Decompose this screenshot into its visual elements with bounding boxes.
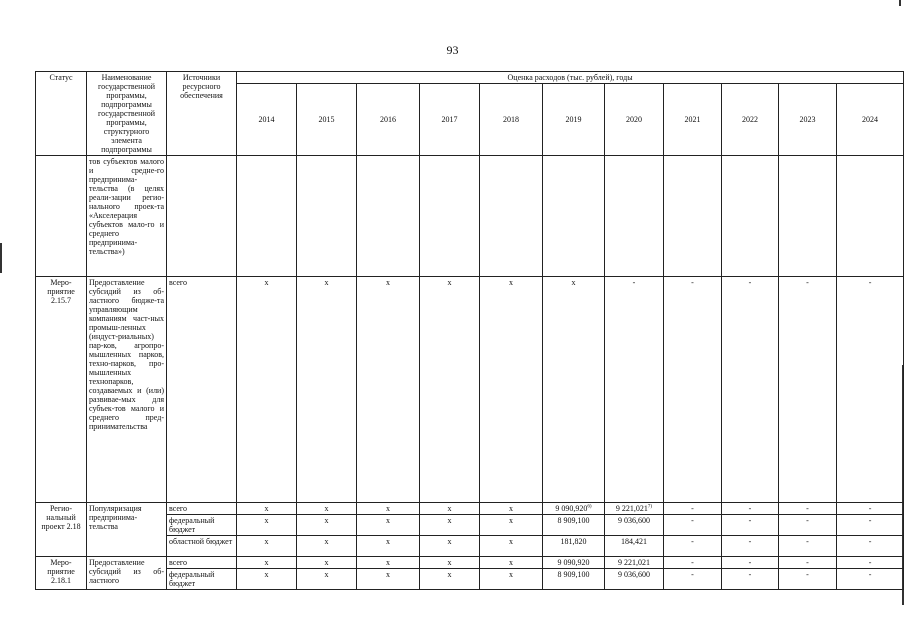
- value-text: 9 090,920: [555, 504, 588, 513]
- status-cell: Меро-приятие 2.15.7: [36, 277, 87, 503]
- value-cell: х: [357, 515, 420, 536]
- table-row: [36, 557, 904, 569]
- source-cell: областной бюджет: [167, 536, 237, 557]
- scan-edge-mark: [0, 243, 2, 273]
- year-header: 2015: [297, 84, 357, 156]
- table-row: [36, 277, 904, 503]
- name-cell: Предоставление субсидий из об-ластного: [87, 557, 167, 590]
- status-cell: Меро-приятие 2.18.1: [36, 557, 87, 590]
- value-cell: -: [605, 277, 664, 503]
- source-cell: всего: [167, 277, 237, 503]
- value-cell: -: [722, 569, 779, 590]
- value-cell: 9 090,920: [543, 557, 605, 569]
- value-cell: х: [237, 277, 297, 503]
- value-cell: -: [779, 536, 837, 557]
- value-cell: -: [837, 536, 904, 557]
- table-row: [36, 515, 904, 536]
- value-cell: х: [420, 515, 480, 536]
- value-cell: -: [722, 515, 779, 536]
- value-cell: 184,421: [605, 536, 664, 557]
- value-cell: х: [357, 277, 420, 503]
- value-cell: х: [420, 569, 480, 590]
- value-cell: х: [543, 277, 605, 503]
- value-cell: 9 036,600: [605, 515, 664, 536]
- value-cell: -: [837, 503, 904, 515]
- value-cell: х: [237, 515, 297, 536]
- year-header: 2020: [605, 84, 664, 156]
- value-cell: х: [237, 557, 297, 569]
- footnote-mark: 6): [587, 504, 592, 510]
- year-header: 2018: [480, 84, 543, 156]
- status-cell: [36, 156, 87, 277]
- footnote-mark: 7): [647, 504, 653, 510]
- value-cell: х: [297, 536, 357, 557]
- name-cell: Популяризация предпринима-тельства: [87, 503, 167, 557]
- value-cell: -: [779, 277, 837, 503]
- value-cell: х: [480, 557, 543, 569]
- header-sources: Источники ресурсного обеспечения: [167, 72, 237, 156]
- value-cell: 8 909,100: [543, 569, 605, 590]
- page-number: 93: [446, 43, 459, 57]
- source-cell: всего: [167, 503, 237, 515]
- value-cell: х: [420, 536, 480, 557]
- value-cell: -: [779, 503, 837, 515]
- value-cell: 9 221,021: [605, 557, 664, 569]
- budget-table: [35, 71, 904, 590]
- value-cell: х: [237, 569, 297, 590]
- value-cell: 8 909,100: [543, 515, 605, 536]
- scan-edge-mark: [899, 0, 901, 6]
- value-cell: -: [664, 277, 722, 503]
- year-header: 2021: [664, 84, 722, 156]
- table-row: [36, 156, 904, 277]
- value-cell: х: [420, 277, 480, 503]
- value-cell: -: [664, 569, 722, 590]
- source-cell: федеральный бюджет: [167, 515, 237, 536]
- source-cell: всего: [167, 557, 237, 569]
- year-header: 2016: [357, 84, 420, 156]
- name-cell: Предоставление субсидий из об-ластного бюдже-та управляющим компаниям част-ных промыш-ленных (индуст-риальных) пар-ков, агропро-мышленных парков, техно-парков, про-мышленных технопарков, создаваемых и (или) развивае-мых для субъек-тов малого и среднего пред-принимательства: [87, 277, 167, 503]
- value-cell: х: [357, 536, 420, 557]
- value-cell: -: [722, 277, 779, 503]
- value-cell: 9 036,600: [605, 569, 664, 590]
- value-cell: х: [237, 503, 297, 515]
- header-status: Статус: [36, 72, 87, 156]
- value-cell: -: [837, 569, 904, 590]
- name-cell: тов субъектов малого и средне-го предпринима-тельства (в целях реали-зации регио-нального проек-та «Акселерация субъектов мало-го и среднего предпринима-тельства»): [87, 156, 167, 277]
- source-cell: [167, 156, 237, 277]
- table-row: [36, 569, 904, 590]
- value-cell: -: [779, 569, 837, 590]
- header-name: Наименование государственной программы, подпрограммы государственной программы, структурного элемента подпрограммы: [87, 72, 167, 156]
- year-header: 2024: [837, 84, 904, 156]
- value-cell: -: [722, 503, 779, 515]
- value-cell: х: [480, 536, 543, 557]
- value-cell: -: [664, 503, 722, 515]
- value-cell: -: [722, 536, 779, 557]
- value-cell: х: [297, 503, 357, 515]
- value-cell: -: [664, 515, 722, 536]
- value-cell: [543, 503, 605, 515]
- value-cell: х: [420, 503, 480, 515]
- value-cell: х: [297, 515, 357, 536]
- year-header: 2023: [779, 84, 837, 156]
- value-cell: 181,820: [543, 536, 605, 557]
- value-cell: -: [664, 536, 722, 557]
- value-cell: х: [480, 503, 543, 515]
- value-cell: х: [237, 536, 297, 557]
- value-text: 9 221,021: [615, 504, 648, 513]
- table-row: [36, 503, 904, 515]
- table-row: [36, 536, 904, 557]
- value-cell: х: [480, 515, 543, 536]
- value-cell: х: [357, 503, 420, 515]
- year-header: 2017: [420, 84, 480, 156]
- value-cell: х: [357, 557, 420, 569]
- value-cell: х: [357, 569, 420, 590]
- value-cell: х: [480, 569, 543, 590]
- year-header: 2019: [543, 84, 605, 156]
- value-cell: х: [480, 277, 543, 503]
- value-cell: -: [837, 557, 904, 569]
- status-cell: Регио-нальный проект 2.18: [36, 503, 87, 557]
- value-cell: х: [297, 557, 357, 569]
- value-cell: -: [837, 515, 904, 536]
- header-estimate: Оценка расходов (тыс. рублей), годы: [237, 72, 904, 84]
- value-cell: х: [420, 557, 480, 569]
- value-cell: х: [297, 569, 357, 590]
- value-cell: -: [722, 557, 779, 569]
- value-cell: -: [664, 557, 722, 569]
- value-cell: -: [779, 557, 837, 569]
- value-cell: х: [297, 277, 357, 503]
- source-cell: федеральный бюджет: [167, 569, 237, 590]
- value-cell: -: [837, 277, 904, 503]
- value-cell: [605, 503, 664, 515]
- year-header: 2014: [237, 84, 297, 156]
- value-cell: -: [779, 515, 837, 536]
- year-header: 2022: [722, 84, 779, 156]
